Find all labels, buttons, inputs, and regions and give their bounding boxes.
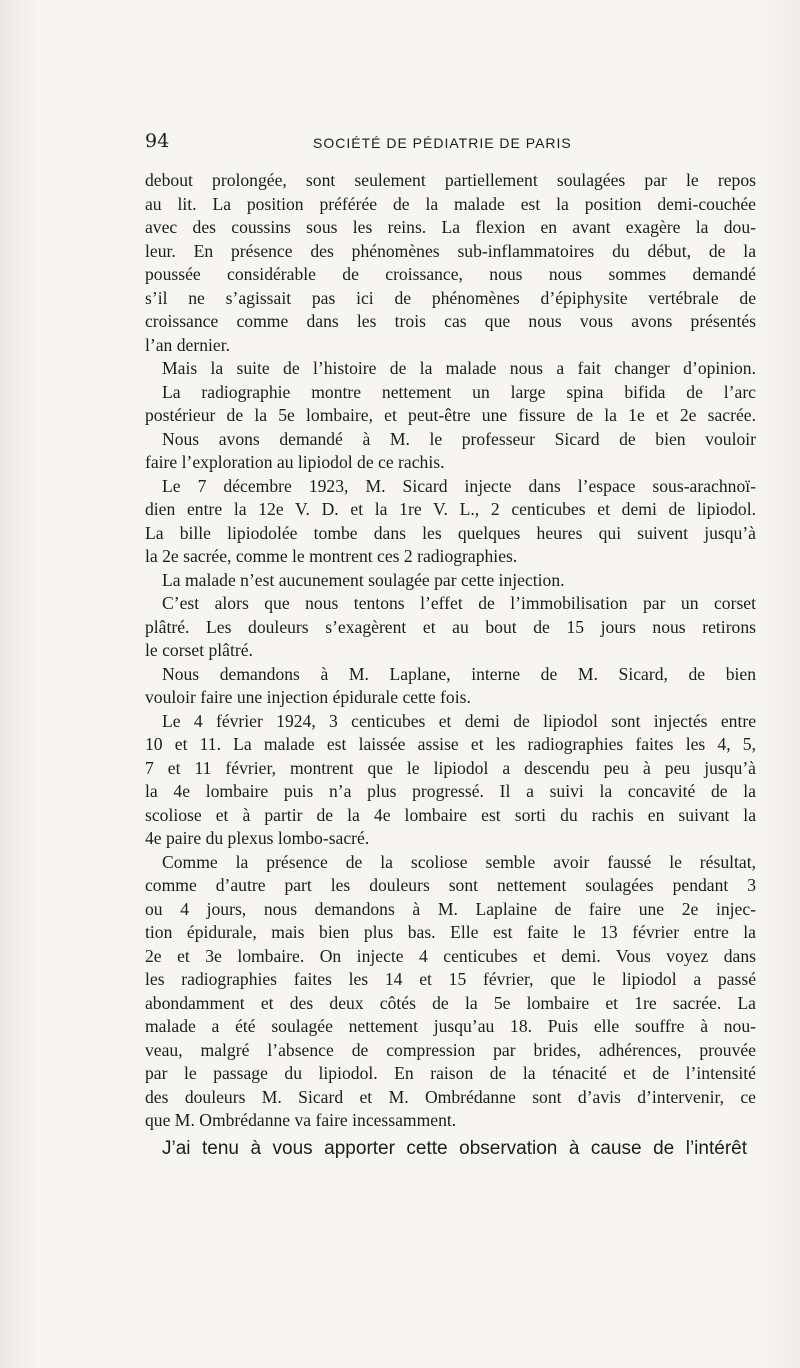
text-line: 7 et 11 février, montrent que le lipiodol a descendu peu à peu jusqu’à (145, 757, 756, 778)
text-line: l’an dernier. (145, 334, 230, 355)
text-line: tion épidurale, mais bien plus bas. Elle est faite le 13 février entre la (145, 922, 756, 942)
page-number: 94 (145, 130, 170, 152)
text-line: avec des coussins sous les reins. La flexion en avant exagère la dou- (145, 217, 756, 237)
text-line: Comme la présence de la scoliose semble avoir faussé le résultat, (162, 851, 756, 872)
text-line: postérieur de la 5e lombaire, et peut-être une fissure de la 1e et 2e sacrée. (145, 405, 756, 425)
body-text (145, 169, 756, 1133)
text-line: des douleurs M. Sicard et M. Ombrédanne sont d’avis d’intervenir, ce (145, 1086, 756, 1107)
text-line: La bille lipiodolée tombe dans les quelques heures qui suivent jusqu’à (145, 522, 756, 543)
text-line: la 2e sacrée, comme le montrent ces 2 radiographies. (145, 546, 518, 566)
text-line: la 4e lombaire puis n’a plus progressé. Il a suivi la concavité de la (145, 781, 756, 801)
text-line: 10 et 11. La malade est laissée assise et les radiographies faites les 4, 5, (145, 734, 756, 754)
text-line: Nous avons demandé à M. le professeur Sicard de bien vouloir (162, 428, 756, 449)
text-line: les radiographies faites les 14 et 15 février, que le lipiodol a passé (145, 969, 756, 989)
text-line: poussée considérable de croissance, nous nous sommes demandé (145, 264, 756, 284)
text-line: que M. Ombrédanne va faire incessamment. (145, 1110, 457, 1130)
text-line: Le 4 février 1924, 3 centicubes et demi de lipiodol sont injectés entre (162, 710, 756, 731)
text-line: debout prolongée, sont seulement partiellement soulagées par le repos (145, 170, 756, 190)
running-head: SOCIÉTÉ DE PÉDIATRIE DE PARIS (313, 135, 572, 151)
text-line: par le passage du lipiodol. En raison de la ténacité et de l’intensité (145, 1063, 756, 1083)
text-line: C’est alors que nous tentons l’effet de l’immobilisation par un corset (162, 593, 756, 613)
text-line: vouloir faire une injection épidurale cette fois. (145, 687, 471, 707)
text-line: veau, malgré l’absence de compression par brides, adhérences, prouvée (145, 1039, 756, 1060)
text-line: 2e et 3e lombaire. On injecte 4 centicubes et demi. Vous voyez dans (145, 945, 756, 966)
text-line: dien entre la 12e V. D. et la 1re V. L., 2 centicubes et demi de lipiodol. (145, 499, 756, 519)
text-line: croissance comme dans les trois cas que nous vous avons présentés (145, 311, 756, 331)
text-line: le corset plâtré. (145, 640, 253, 660)
text-line: abondamment et des deux côtés de la 5e lombaire et 1re sacrée. La (145, 992, 756, 1013)
text-line: 4e paire du plexus lombo-sacré. (145, 828, 370, 848)
text-line: plâtré. Les douleurs s’exagèrent et au bout de 15 jours nous retirons (145, 616, 756, 637)
text-line: ou 4 jours, nous demandons à M. Laplaine de faire une 2e injec- (145, 898, 756, 919)
text-line: s’il ne s’agissait pas ici de phénomènes d’épiphysite vertébrale de (145, 287, 756, 308)
text-line: leur. En présence des phénomènes sub-inflammatoires du début, de la (145, 240, 756, 261)
text-line: scoliose et à partir de la 4e lombaire est sorti du rachis en suivant la (145, 804, 756, 825)
text-line: La malade n’est aucunement soulagée par cette injection. (162, 569, 565, 590)
page-header (145, 130, 765, 156)
text-line: comme d’autre part les douleurs sont nettement soulagées pendant 3 (145, 875, 756, 895)
text-line: Mais la suite de l’histoire de la malade nous a fait changer d’opinion. (162, 358, 756, 378)
text-line: La radiographie montre nettement un large spina bifida de l’arc (162, 381, 756, 402)
text-line: faire l’exploration au lipiodol de ce rachis. (145, 452, 445, 472)
text-line: Nous demandons à M. Laplane, interne de M. Sicard, de bien (162, 663, 756, 684)
text-line: Le 7 décembre 1923, M. Sicard injecte dans l’espace sous-arachnoï- (162, 475, 756, 496)
closing-line: J’ai tenu à vous apporter cette observation à cause de l’intérêt (162, 1138, 747, 1159)
text-line: malade a été soulagée nettement jusqu’au 18. Puis elle souffre à nou- (145, 1016, 756, 1036)
text-line: au lit. La position préférée de la malade est la position demi-couchée (145, 193, 756, 214)
